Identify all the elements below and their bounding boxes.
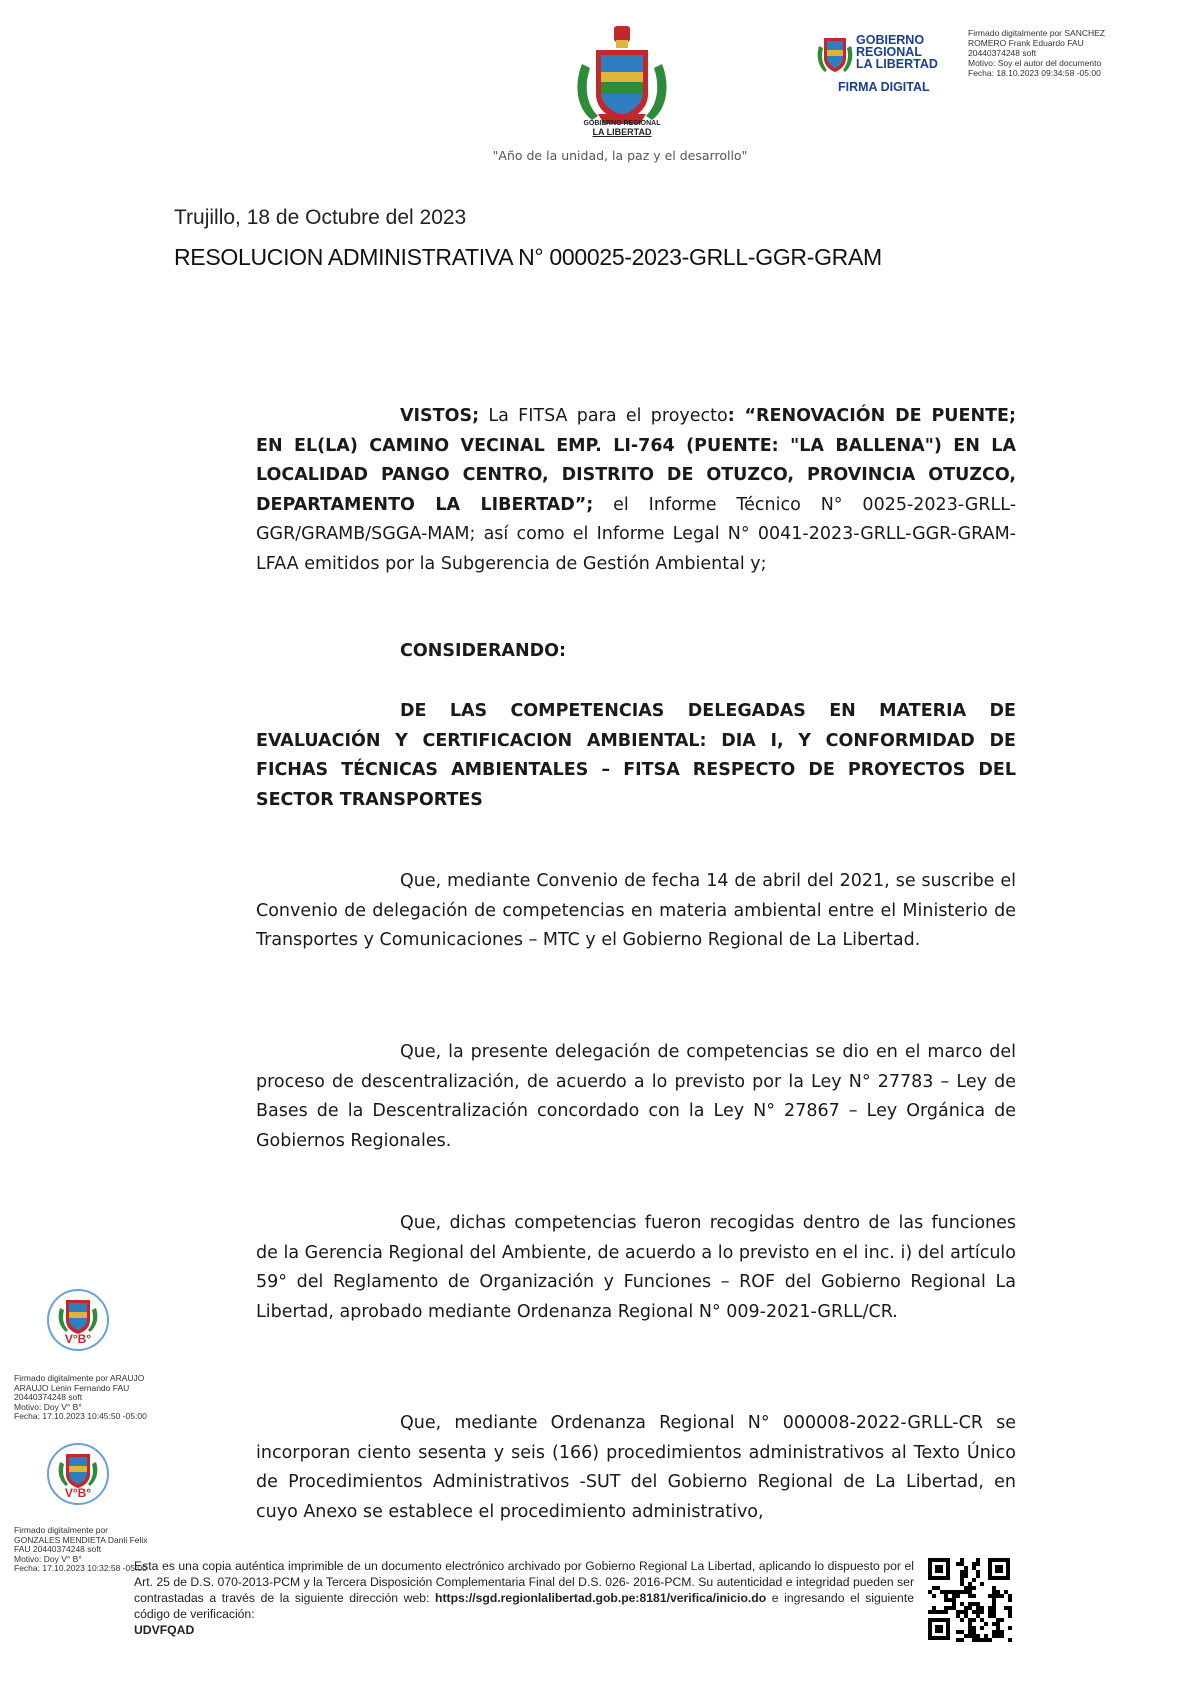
vobo-label: V°B° [64, 1332, 92, 1346]
crest-caption-line1: GOBIERNO REGIONAL [583, 120, 661, 127]
firma-digital-label: FIRMA DIGITAL [838, 80, 930, 94]
vobo-stamp-icon [46, 1442, 110, 1506]
qr-code-icon [926, 1556, 1012, 1642]
crest-caption-line2: LA LIBERTAD [592, 127, 652, 137]
section-heading: DE LAS COMPETENCIAS DELEGADAS EN MATERIA DE EVALUACIÓN Y CERTIFICACION AMBIENTAL: DIA I, Y CONFORMIDAD DE FICHAS TÉCNICAS AMBIENTALES – FITSA RESPECTO DE PROYECTOS DEL SECTOR TRANSPORTES [256, 701, 1016, 810]
brand-line1: GOBIERNO [856, 33, 925, 47]
stamp-line: Motivo: Doy V° B° [14, 1401, 82, 1412]
footer-text: Esta es una copia auténtica imprimible de un documento electrónico archivado por Gobierno Regional La Libertad, aplicando lo dispuesto por el Art. 25 de D.S. 070-2013-PCM y la Tercera Disposición Complementaria Final del D.S. 026- 2016-PCM. Su autenticidad e integridad pueden ser contrastadas a través de la siguiente dirección web: [134, 1559, 914, 1605]
stamp-signature-text [14, 1374, 184, 1422]
paragraph-competencias: Que, dichas competencias fueron recogidas dentro de las funciones de la Gerencia Regional del Ambiente, de acuerdo a lo previsto en el inc. i) del artículo 59° del Reglamento de Organización y Funciones – ROF del Gobierno Regional La Libertad, aprobado mediante Ordenanza Regional N° 009-2021-GRLL/CR. [256, 1213, 1016, 1322]
stamp-line: 20440374248 soft [14, 1392, 83, 1402]
stamp-line: Firmado digitalmente por [14, 1525, 109, 1535]
document-title: RESOLUCION ADMINISTRATIVA N° 000025-2023-GRLL-GGR-GRAM [174, 244, 882, 270]
signature-line: ROMERO Frank Eduardo FAU [968, 38, 1084, 48]
vistos-text-2: el Informe Técnico N° 0025-2023-GRLL-GGR/GRAMB/SGGA-MAM; así como el Informe Legal N° 0041-2023-GRLL-GGR-GRAM-LFAA emitidos por la Subgerencia de Gestión Ambiental y; [256, 494, 1017, 574]
authenticity-footer [134, 1558, 914, 1638]
annual-motto: "Año de la unidad, la paz y el desarrollo" [492, 148, 748, 163]
vobo-stamp-icon [46, 1288, 110, 1352]
stamp-line: GONZALES MENDIETA Danli Felix [14, 1534, 148, 1545]
regional-crest-logo [568, 24, 676, 144]
paragraph-delegacion: Que, la presente delegación de competencias se dio en el marco del proceso de descentralización, de acuerdo a lo previsto por la Ley N° 27783 – Ley de Bases de la Descentralización concordado con la Ley N° 27867 – Ley Orgánica de Gobiernos Regionales. [256, 1042, 1016, 1151]
stamp-line: FAU 20440374248 soft [14, 1544, 101, 1554]
stamp-line: Motivo: Doy V° B° [14, 1553, 82, 1564]
stamp-line: Firmado digitalmente por ARAUJO [14, 1373, 145, 1383]
vistos-paragraph [256, 402, 1016, 579]
considerando-heading: CONSIDERANDO: [400, 641, 567, 661]
signature-crest-icon [816, 30, 854, 78]
stamp-line: Fecha: 17.10.2023 10:32:58 -05:00 [14, 1563, 147, 1573]
brand-line2: REGIONAL [856, 45, 922, 59]
vistos-text-1: La FITSA para el proyecto [479, 406, 728, 426]
signature-line: 20440374248 soft [968, 48, 1037, 58]
footer-text-2: e ingresando el siguiente código de verificación: [134, 1591, 914, 1621]
vistos-lead: VISTOS; [400, 406, 480, 426]
verification-url[interactable]: https://sgd.regionlalibertad.gob.pe:8181/verifica/inicio.do [435, 1591, 767, 1605]
document-date: Trujillo, 18 de Octubre del 2023 [174, 206, 467, 229]
signature-line: Motivo: Soy el autor del documento [968, 58, 1102, 68]
signature-line: Fecha: 18.10.2023 09:34:58 -05:00 [968, 68, 1101, 78]
verification-code: UDVFQAD [134, 1623, 195, 1637]
vobo-label: V°B° [64, 1486, 92, 1500]
paragraph-ordenanza: Que, mediante Ordenanza Regional N° 000008-2022-GRLL-CR se incorporan ciento sesenta y seis (166) procedimientos administrativos al Texto Único de Procedimientos Administrativos -SUT del Gobierno Regional de La Libertad, en cuyo Anexo se establece el procedimiento administrativo, [256, 1413, 1016, 1522]
digital-signature-block [816, 26, 1146, 96]
signature-line: Firmado digitalmente por SANCHEZ [968, 28, 1105, 38]
signature-brand [856, 34, 976, 70]
signature-details [968, 28, 1148, 78]
brand-line3: LA LIBERTAD [856, 57, 938, 71]
paragraph-convenio: Que, mediante Convenio de fecha 14 de abril del 2021, se suscribe el Convenio de delegación de competencias en materia ambiental entre el Ministerio de Transportes y Comunicaciones – MTC y el Gobierno Regional de La Libertad. [256, 871, 1016, 950]
stamp-line: Fecha: 17.10.2023 10:45:50 -05:00 [14, 1411, 147, 1421]
vistos-project-name: : “RENOVACIÓN DE PUENTE; EN EL(LA) CAMINO VECINAL EMP. LI-764 (PUENTE: "LA BALLENA") EN LA LOCALIDAD PANGO CENTRO, DISTRITO DE OTUZCO, PROVINCIA OTUZCO, DEPARTAMENTO LA LIBERTAD”; [256, 406, 1016, 515]
stamp-line: ARAUJO Lenin Fernando FAU [14, 1382, 130, 1393]
